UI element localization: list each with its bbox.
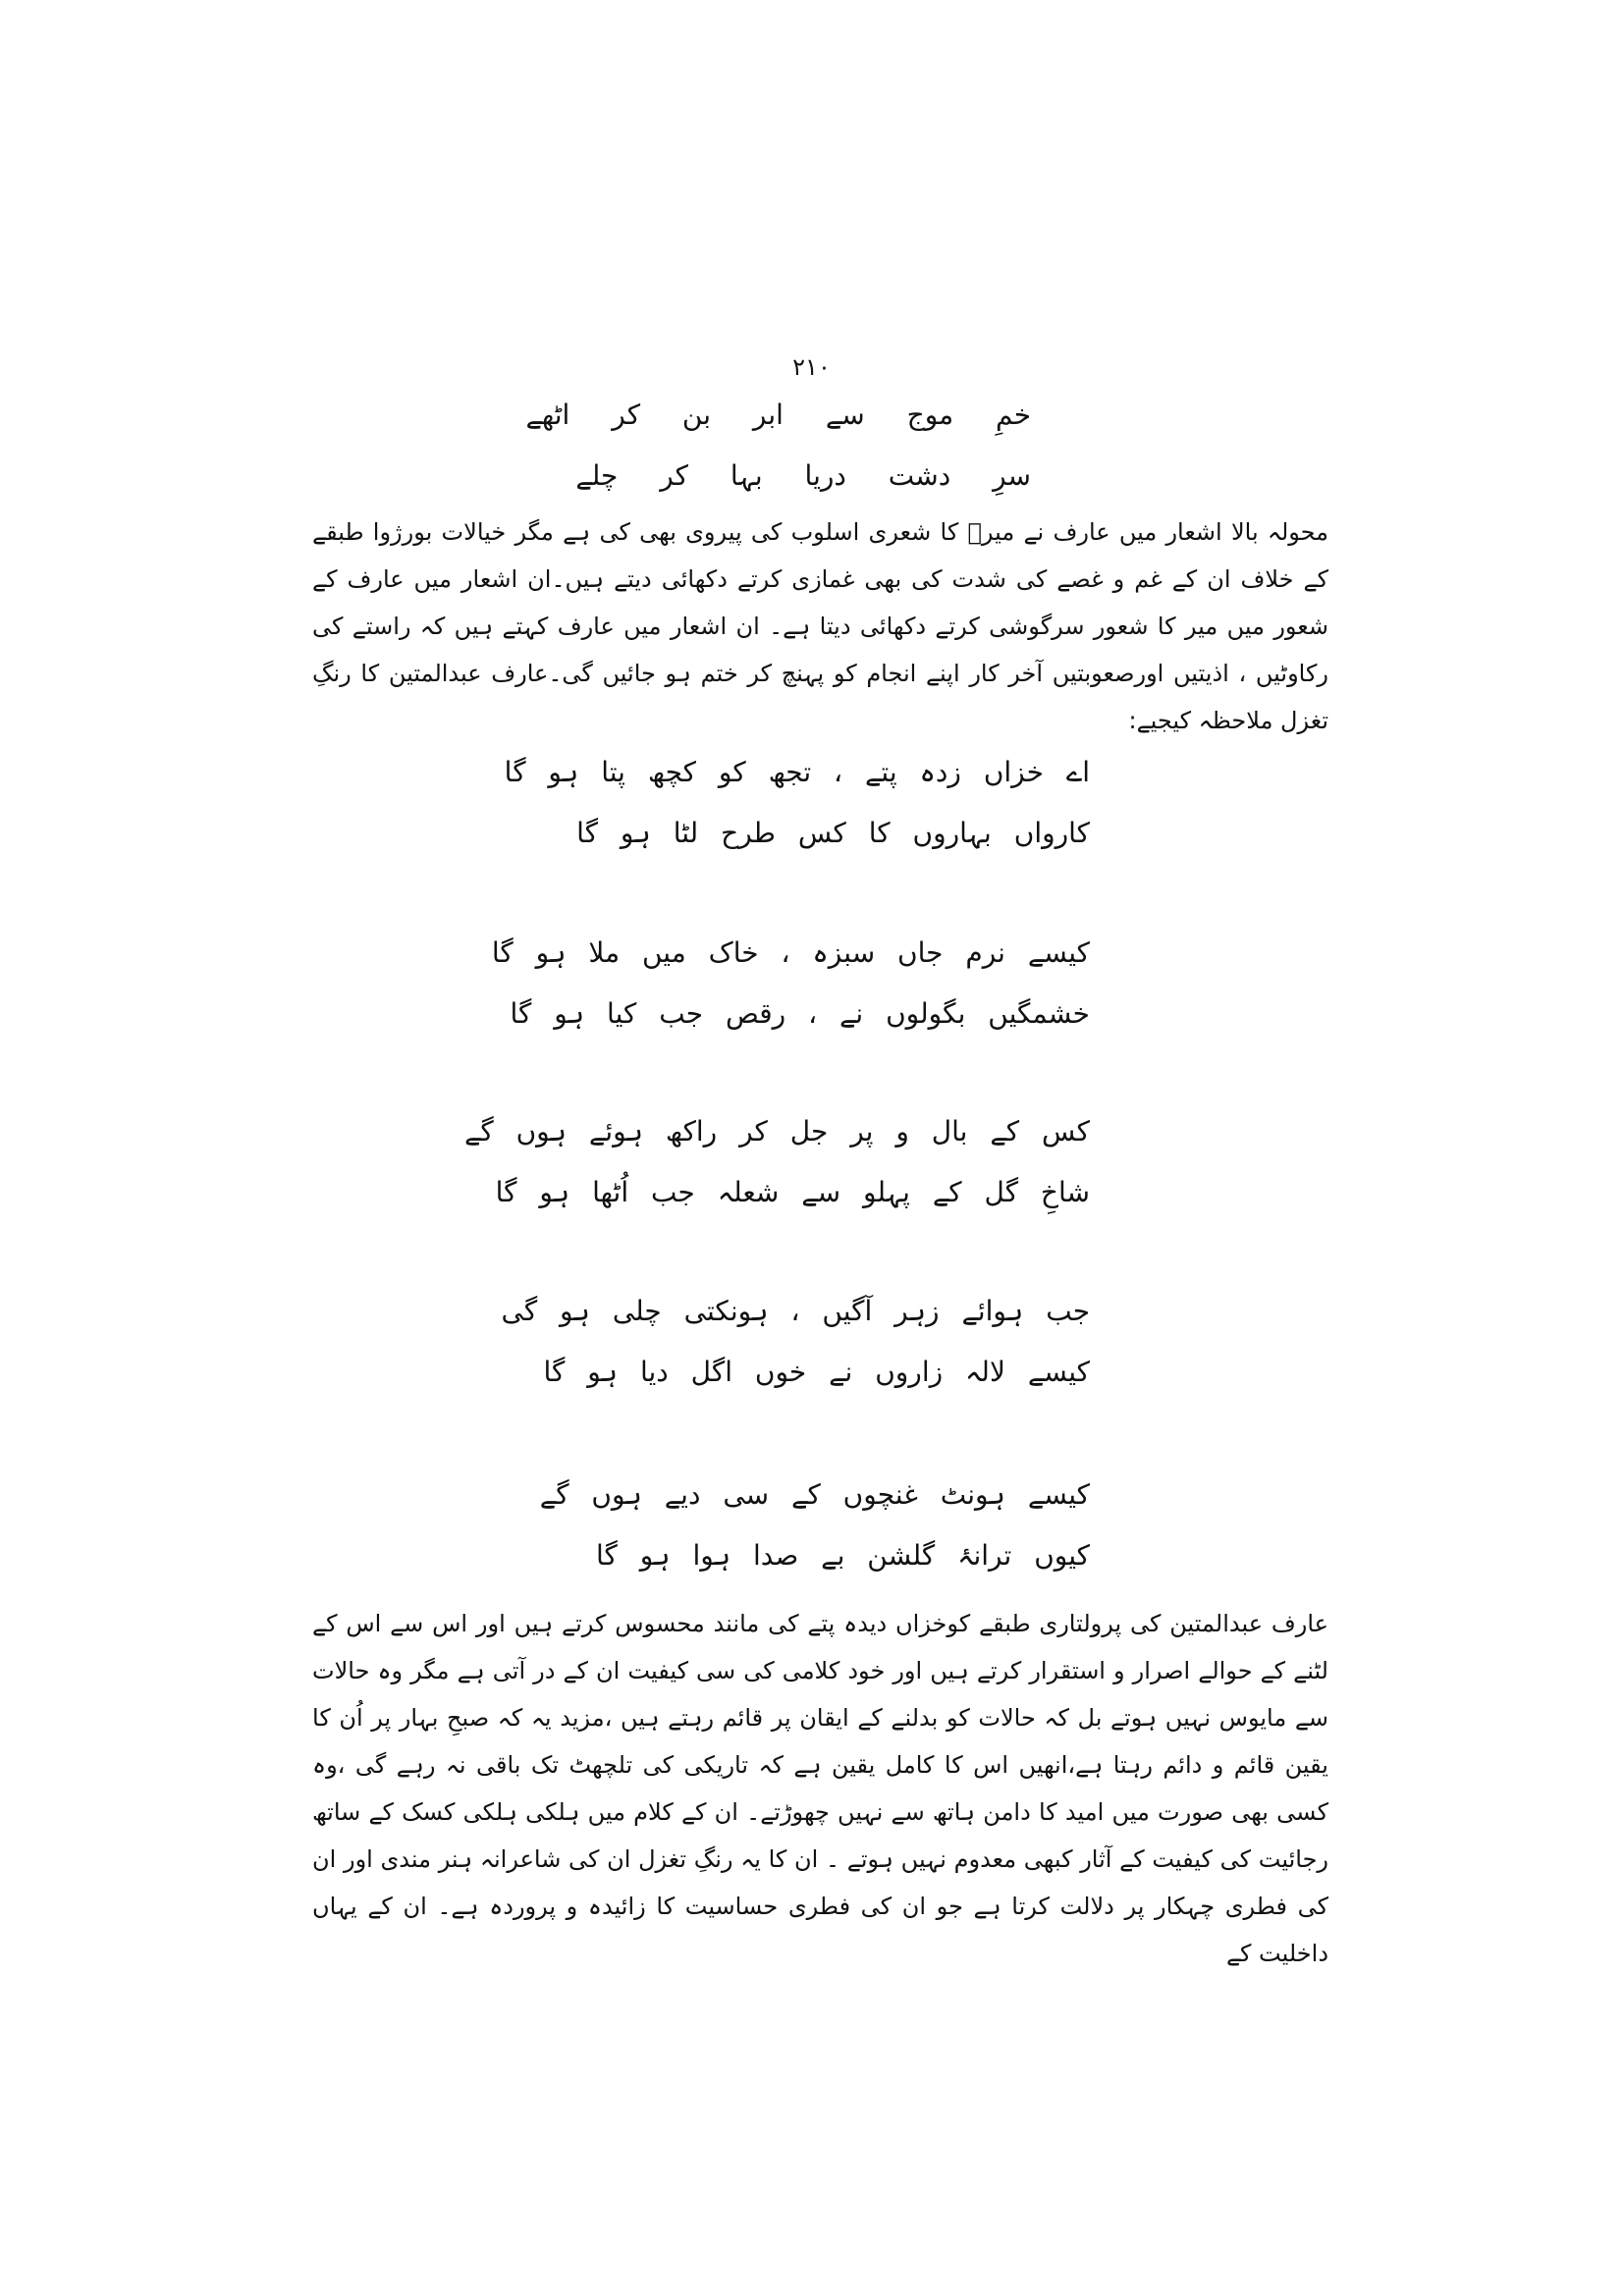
- verse-line: شاخِ گل کے پہلو سے شعلہ جب اُٹھا ہو گا: [495, 1176, 1090, 1208]
- verse-line: اے خزاں زدہ پتے ، تجھ کو کچھ پتا ہو گا: [504, 756, 1090, 788]
- poem-stanza-4: [501, 1281, 1090, 1403]
- poem-stanza-5: [539, 1465, 1090, 1586]
- verse-line: خمِ موج سے ابر بن کر اٹھے: [525, 399, 1031, 431]
- opening-couplet: [525, 385, 1031, 507]
- body-paragraph-1: محولہ بالا اشعار میں عارف نے میرؔ کا شعری اسلوب کی پیروی بھی کی ہے مگر خیالات بورژوا طبقے کے خلاف ان کے غم و غصے کی شدت کی بھی غمازی کرتے دکھائی دیتے ہیں۔ان اشعار میں عارف کے شعور میں میر کا شعور سرگوشی کرتے دکھائی دیتا ہے۔ ان اشعار میں عارف کہتے ہیں کہ راستے کی رکاوٹیں ، اذیتیں اورصعوبتیں آخر کار اپنے انجام کو پہنچ کر ختم ہو جائیں گی۔عارف عبدالمتین کا رنگِ تغزل ملاحظہ کیجیے:: [312, 518, 1328, 734]
- verse-line: سرِ دشت دریا بہا کر چلے: [575, 459, 1031, 492]
- verse-line: کیسے نرم جاں سبزہ ، خاک میں ملا ہو گا: [491, 936, 1090, 969]
- verse-line: کیسے لالہ زاروں نے خوں اگل دیا ہو گا: [543, 1356, 1090, 1388]
- poem-stanza-2: [491, 923, 1090, 1044]
- verse-line: جب ہوائے زہر آگیں ، ہونکتی چلی ہو گی: [501, 1295, 1090, 1327]
- page-number: ٢١٠: [792, 353, 831, 381]
- verse-line: کیسے ہونٹ غنچوں کے سی دیے ہوں گے: [539, 1478, 1090, 1511]
- verse-line: کارواں بہاروں کا کس طرح لٹا ہو گا: [576, 817, 1090, 849]
- body-paragraph-2: عارف عبدالمتین کی پرولتاری طبقے کوخزاں دیدہ پتے کی مانند محسوس کرتے ہیں اور اس سے اس کے لٹنے کے حوالے اصرار و استقرار کرتے ہیں اور خود کلامی کی سی کیفیت ان کے در آتی ہے مگر وہ حالات سے مایوس نہیں ہوتے بل کہ حالات کو بدلنے کے ایقان پر قائم رہتے ہیں ،مزید یہ کہ صبحِ بہار پر اُن کا یقین قائم و دائم رہتا ہے،انھیں اس کا کامل یقین ہے کہ تاریکی کی تلچھٹ تک باقی نہ رہے گی ،وہ کسی بھی صورت میں امید کا دامن ہاتھ سے نہیں چھوڑتے۔ ان کے کلام میں ہلکی ہلکی کسک کے ساتھ رجائیت کی کیفیت کے آثار کبھی معدوم نہیں ہوتے ۔ ان کا یہ رنگِ تغزل ان کی شاعرانہ ہنر مندی اور ان کی فطری چہکار پر دلالت کرتا ہے جو ان کی فطری حساسیت کا زائیدہ و پروردہ ہے۔ ان کے یہاں داخلیت کے: [312, 1610, 1328, 1967]
- poem-stanza-1: [504, 742, 1090, 864]
- verse-line: کس کے بال و پر جل کر راکھ ہوئے ہوں گے: [463, 1115, 1090, 1148]
- verse-line: کیوں ترانۂ گلشن بے صدا ہوا ہو گا: [595, 1539, 1090, 1572]
- poem-stanza-3: [463, 1101, 1090, 1223]
- verse-line: خشمگیں بگولوں نے ، رقص جب کیا ہو گا: [510, 997, 1090, 1030]
